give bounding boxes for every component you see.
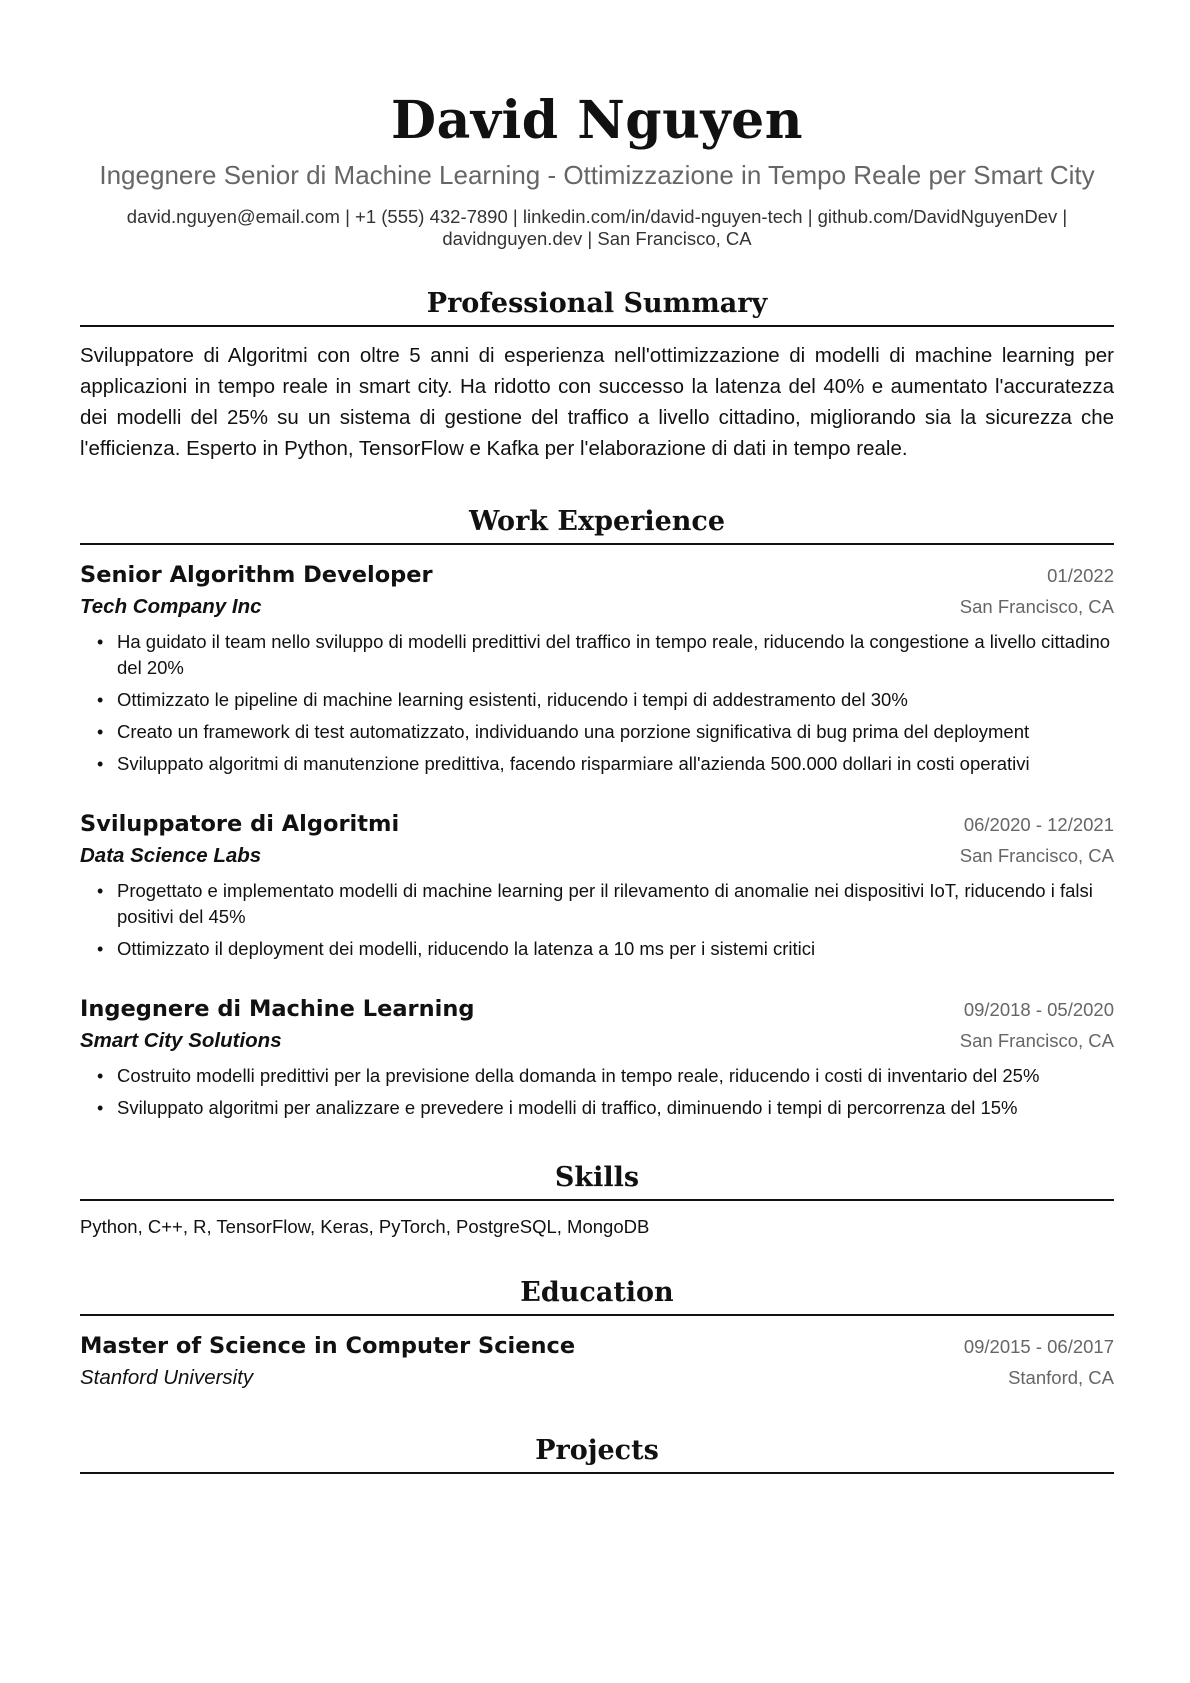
bullet-icon: • xyxy=(97,754,104,774)
experience-heading: Work Experience xyxy=(80,505,1114,545)
list-item xyxy=(97,936,1114,962)
job-location: San Francisco, CA xyxy=(959,845,1114,866)
school-name: Stanford University xyxy=(80,1366,254,1389)
list-item xyxy=(97,1095,1114,1121)
job-bullets xyxy=(80,629,1114,777)
job-subheader xyxy=(80,591,1114,623)
skills-section xyxy=(80,1161,1114,1240)
degree-title: Master of Science in Computer Science xyxy=(80,1333,576,1359)
bullet-text: Sviluppato algoritmi di manutenzione predittiva, facendo risparmiare all'azienda 500.000 dollari in costi operativi xyxy=(117,753,1030,774)
bullet-text: Costruito modelli predittivi per la previsione della domanda in tempo reale, riducendo i costi di inventario del 25% xyxy=(117,1065,1040,1086)
job-header xyxy=(80,993,1114,1025)
job-title: Senior Algorithm Developer xyxy=(80,562,433,588)
education-dates: 09/2015 - 06/2017 xyxy=(963,1336,1114,1357)
list-item xyxy=(97,751,1114,777)
bullet-text: Ottimizzato le pipeline di machine learning esistenti, riducendo i tempi di addestramento del 30% xyxy=(117,689,908,710)
bullet-icon: • xyxy=(97,1098,104,1118)
job-title: Sviluppatore di Algoritmi xyxy=(80,811,400,837)
bullet-icon: • xyxy=(97,722,104,742)
education-subheader xyxy=(80,1362,1114,1394)
projects-section xyxy=(80,1434,1114,1474)
bullet-icon: • xyxy=(97,690,104,710)
bullet-text: Ottimizzato il deployment dei modelli, riducendo la latenza a 10 ms per i sistemi critici xyxy=(117,938,816,959)
job-location: San Francisco, CA xyxy=(959,1030,1114,1051)
job-subheader xyxy=(80,1025,1114,1057)
bullet-icon: • xyxy=(97,939,104,959)
education-heading: Education xyxy=(80,1276,1114,1316)
job-bullets xyxy=(80,878,1114,962)
education-entry xyxy=(80,1330,1114,1394)
list-item xyxy=(97,878,1114,930)
resume-page xyxy=(80,0,1114,1474)
projects-heading: Projects xyxy=(80,1434,1114,1474)
company-name: Data Science Labs xyxy=(80,844,262,867)
experience-section xyxy=(80,505,1114,1121)
company-name: Tech Company Inc xyxy=(80,595,262,618)
job-entry xyxy=(80,808,1114,962)
bullet-icon: • xyxy=(97,881,104,901)
bullet-text: Sviluppato algoritmi per analizzare e prevedere i modelli di traffico, diminuendo i tempi di percorrenza del 15% xyxy=(117,1097,1018,1118)
summary-heading: Professional Summary xyxy=(80,287,1114,327)
contact-line: david.nguyen@email.com | +1 (555) 432-7890 | linkedin.com/in/david-nguyen-tech | github.com/DavidNguyenDev | davidnguyen.dev | San Francisco, CA xyxy=(126,206,1068,249)
bullet-icon: • xyxy=(97,632,104,652)
job-header xyxy=(80,808,1114,840)
skills-text: Python, C++, R, TensorFlow, Keras, PyTorch, PostgreSQL, MongoDB xyxy=(80,1216,650,1237)
candidate-title: Ingegnere Senior di Machine Learning - Ottimizzazione in Tempo Reale per Smart City xyxy=(99,160,1095,190)
job-title: Ingegnere di Machine Learning xyxy=(80,996,475,1022)
list-item xyxy=(97,687,1114,713)
job-header xyxy=(80,559,1114,591)
job-dates: 06/2020 - 12/2021 xyxy=(963,814,1114,835)
bullet-text: Creato un framework di test automatizzato, individuando una porzione significativa di bug prima del deployment xyxy=(117,721,1030,742)
list-item xyxy=(97,1063,1114,1089)
company-name: Smart City Solutions xyxy=(80,1029,282,1052)
education-location: Stanford, CA xyxy=(1008,1367,1114,1388)
job-dates: 09/2018 - 05/2020 xyxy=(963,999,1114,1020)
job-subheader xyxy=(80,840,1114,872)
skills-heading: Skills xyxy=(80,1161,1114,1201)
job-bullets xyxy=(80,1063,1114,1121)
job-location: San Francisco, CA xyxy=(959,596,1114,617)
bullet-text: Ha guidato il team nello sviluppo di modelli predittivi del traffico in tempo reale, riducendo la congestione a livello cittadino del 20% xyxy=(117,631,1111,678)
job-entry xyxy=(80,559,1114,777)
education-section xyxy=(80,1276,1114,1394)
list-item xyxy=(97,719,1114,745)
education-header xyxy=(80,1330,1114,1362)
list-item xyxy=(97,629,1114,681)
job-dates: 01/2022 xyxy=(1047,565,1114,586)
candidate-name: David Nguyen xyxy=(390,90,804,151)
bullet-icon: • xyxy=(97,1066,104,1086)
summary-section xyxy=(80,287,1114,464)
job-entry xyxy=(80,993,1114,1121)
bullet-text: Progettato e implementato modelli di machine learning per il rilevamento di anomalie nei dispositivi IoT, riducendo i falsi positivi del 45% xyxy=(117,880,1093,927)
summary-text: Sviluppatore di Algoritmi con oltre 5 anni di esperienza nell'ottimizzazione di modelli di machine learning per applicazioni in tempo reale in smart city. Ha ridotto con successo la latenza del 40% e aumentato l'accuratezza dei modelli del 25% su un sistema di gestione del traffico a livello cittadino, migliorando sia la sicurezza che l'efficienza. Esperto in Python, TensorFlow e Kafka per l'elaborazione di dati in tempo reale. xyxy=(80,344,1114,460)
